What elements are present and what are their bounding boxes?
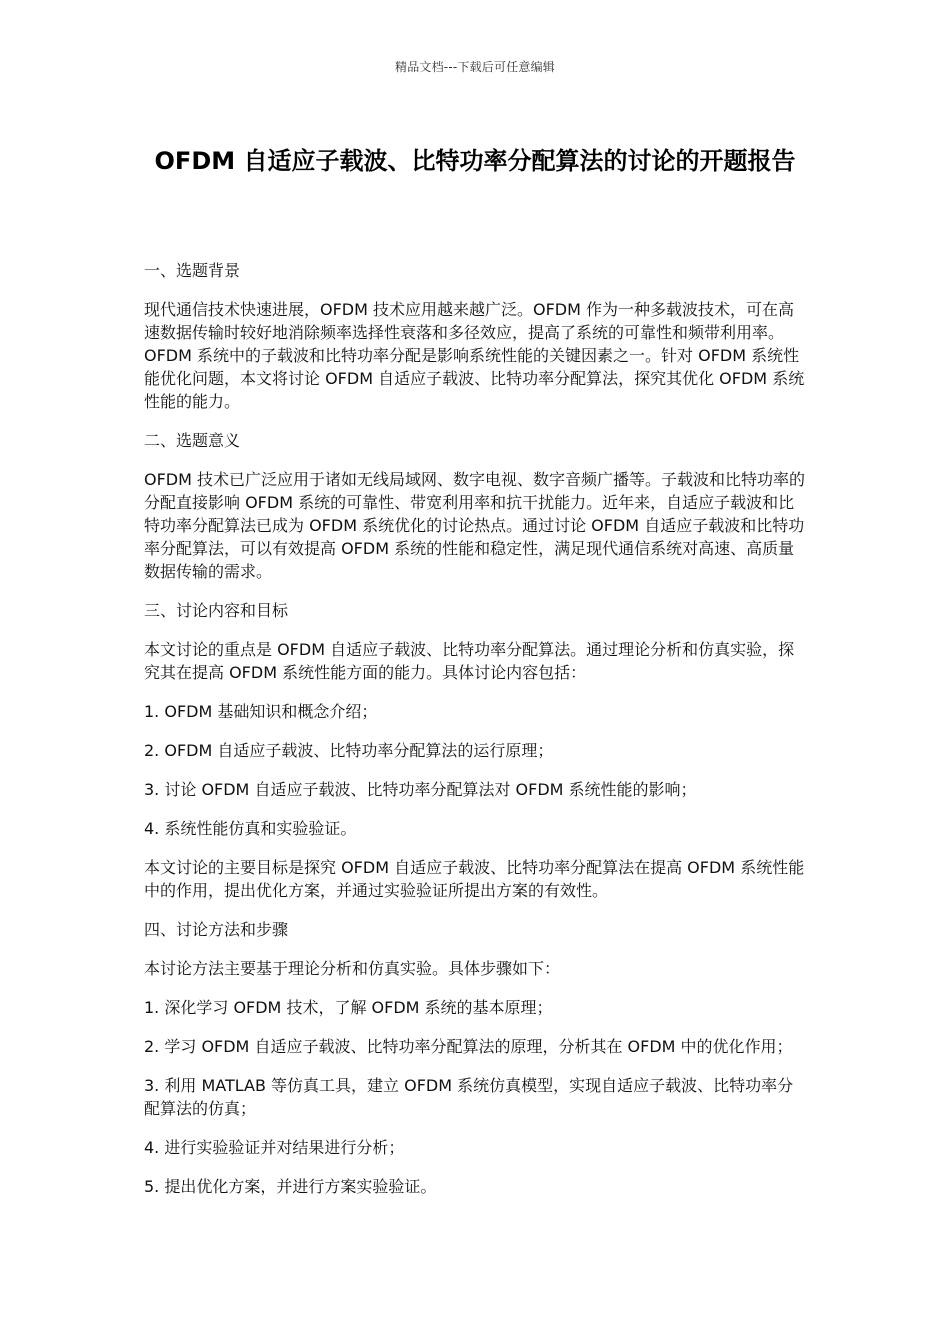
list-item: 3. 利用 MATLAB 等仿真工具，建立 OFDM 系统仿真模型，实现自适应子载波、比特功率分配算法的仿真； (144, 1076, 794, 1118)
section-paragraph: OFDM 技术已广泛应用于诸如无线局域网、数字电视、数字音频广播等。子载波和比特功率的分配直接影响 OFDM 系统的可靠性、带宽利用率和抗干扰能力。近年来，自适应子载波和比特功率分配算法已成为 OFDM 系统优化的讨论热点。通过讨论 OFDM 自适应子载波和比特功率分配算法，可以有效提高 OFDM 系统的性能和稳定性，满足现代通信系统对高速、高质量数据传输的需求。 (144, 470, 806, 581)
section-heading: 三、讨论内容和目标 (144, 601, 289, 620)
list-item: 3. 讨论 OFDM 自适应子载波、比特功率分配算法对 OFDM 系统性能的影响； (144, 780, 697, 799)
section-background (144, 259, 808, 413)
document-title: OFDM 自适应子载波、比特功率分配算法的讨论的开题报告 (154, 147, 796, 175)
section-paragraph: 现代通信技术快速进展，OFDM 技术应用越来越广泛。OFDM 作为一种多载波技术，可在高速数据传输时较好地消除频率选择性衰落和多径效应，提高了系统的可靠性和频带利用率。OFDM 系统中的子载波和比特功率分配是影响系统性能的关键因素之一。针对 OFDM 系统性能优化问题，本文将讨论 OFDM 自适应子载波、比特功率分配算法，探究其优化 OFDM 系统性能的能力。 (144, 300, 805, 411)
header-note: 精品文档---下载后可任意编辑 (395, 60, 555, 74)
section-heading: 一、选题背景 (144, 261, 241, 280)
section-intro: 本讨论方法主要基于理论分析和仿真实验。具体步骤如下： (144, 959, 561, 978)
section-heading: 四、讨论方法和步骤 (144, 920, 289, 939)
section-intro: 本文讨论的重点是 OFDM 自适应子载波、比特功率分配算法。通过理论分析和仿真实验，探究其在提高 OFDM 系统性能方面的能力。具体讨论内容包括： (144, 640, 795, 682)
list-item: 4. 系统性能仿真和实验验证。 (144, 819, 357, 838)
list-item: 1. OFDM 基础知识和概念介绍； (144, 702, 378, 721)
list-item: 2. 学习 OFDM 自适应子载波、比特功率分配算法的原理，分析其在 OFDM 中的优化作用； (144, 1037, 793, 1056)
list-item: 5. 提出优化方案，并进行方案实验验证。 (144, 1177, 437, 1196)
section-methods-steps (144, 918, 808, 1198)
section-outro: 本文讨论的主要目标是探究 OFDM 自适应子载波、比特功率分配算法在提高 OFDM 系统性能中的作用，提出优化方案，并通过实验验证所提出方案的有效性。 (144, 858, 805, 900)
list-item: 1. 深化学习 OFDM 技术，了解 OFDM 系统的基本原理； (144, 998, 553, 1017)
list-item: 4. 进行实验验证并对结果进行分析； (144, 1138, 405, 1157)
section-heading: 二、选题意义 (144, 431, 241, 450)
list-item: 2. OFDM 自适应子载波、比特功率分配算法的运行原理； (144, 741, 554, 760)
section-content-goals (144, 599, 808, 902)
document-body (144, 259, 808, 1214)
section-significance (144, 429, 808, 583)
